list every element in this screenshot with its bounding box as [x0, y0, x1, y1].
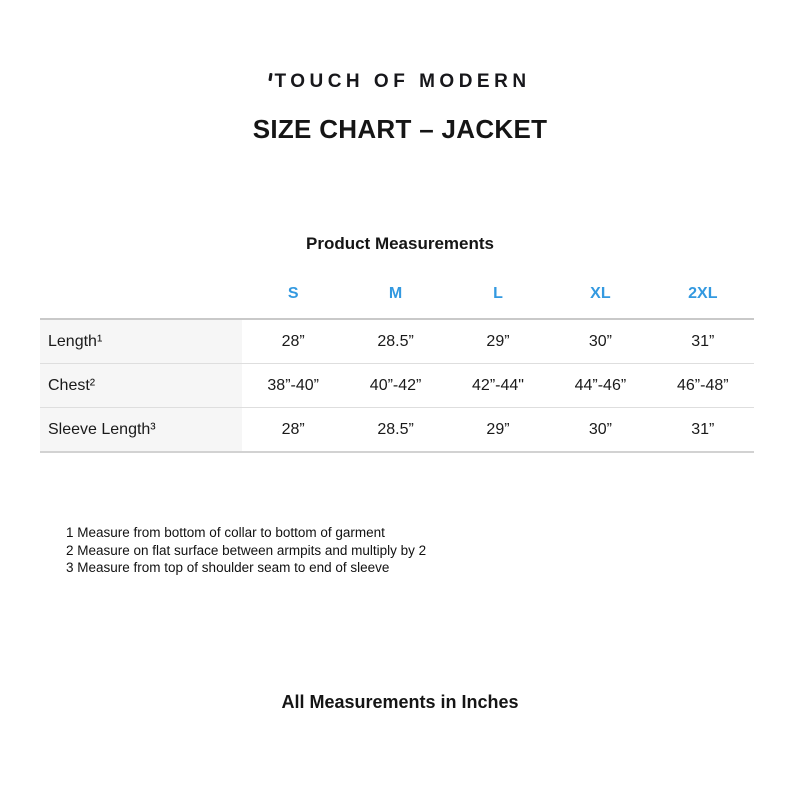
footnote-1: 1 Measure from bottom of collar to bottom of garment — [66, 525, 385, 540]
size-header-row — [40, 269, 754, 318]
row-label: Chest² — [40, 364, 242, 407]
column-header-m: M — [388, 284, 403, 302]
column-header-xl: XL — [590, 284, 611, 302]
table-cell: 28” — [281, 332, 305, 350]
logo-tick-icon — [269, 73, 273, 81]
table-cell: 28.5” — [377, 332, 414, 350]
column-header-l: L — [493, 284, 503, 302]
table-cell: 29” — [486, 332, 510, 350]
table-row-length — [40, 320, 754, 364]
units-note: All Measurements in Inches — [281, 692, 519, 712]
size-table-body — [40, 318, 754, 453]
table-cell: 29” — [486, 420, 510, 438]
table-cell: 28” — [281, 420, 305, 438]
footnote-3: 3 Measure from top of shoulder seam to end of sleeve — [66, 560, 390, 575]
brand-logo — [0, 72, 800, 92]
table-cell: 30” — [588, 420, 612, 438]
table-cell: 46”-48” — [677, 376, 729, 394]
row-label: Sleeve Length³ — [40, 408, 242, 451]
page-title: SIZE CHART – JACKET — [252, 114, 548, 144]
column-header-2xl: 2XL — [688, 284, 718, 302]
table-cell: 44”-46” — [574, 376, 627, 394]
table-cell: 30” — [588, 332, 612, 350]
table-cell: 40”-42” — [369, 376, 422, 394]
table-cell: 31” — [691, 332, 715, 350]
measurement-footnotes — [66, 524, 426, 577]
table-row-sleeve-length — [40, 408, 754, 453]
table-cell: 28.5” — [377, 420, 414, 438]
size-table — [40, 269, 754, 453]
table-cell: 31” — [691, 420, 715, 438]
footnote-2: 2 Measure on flat surface between armpits and multiply by 2 — [66, 542, 427, 558]
table-row-chest — [40, 364, 754, 408]
table-cell: 38”-40” — [267, 376, 319, 394]
column-header-s: S — [287, 284, 299, 302]
table-caption: Product Measurements — [306, 234, 494, 253]
table-cell: 42”-44" — [472, 376, 524, 394]
row-label: Length¹ — [40, 320, 242, 363]
brand-logo-text: TOUCH OF MODERN — [274, 71, 531, 92]
